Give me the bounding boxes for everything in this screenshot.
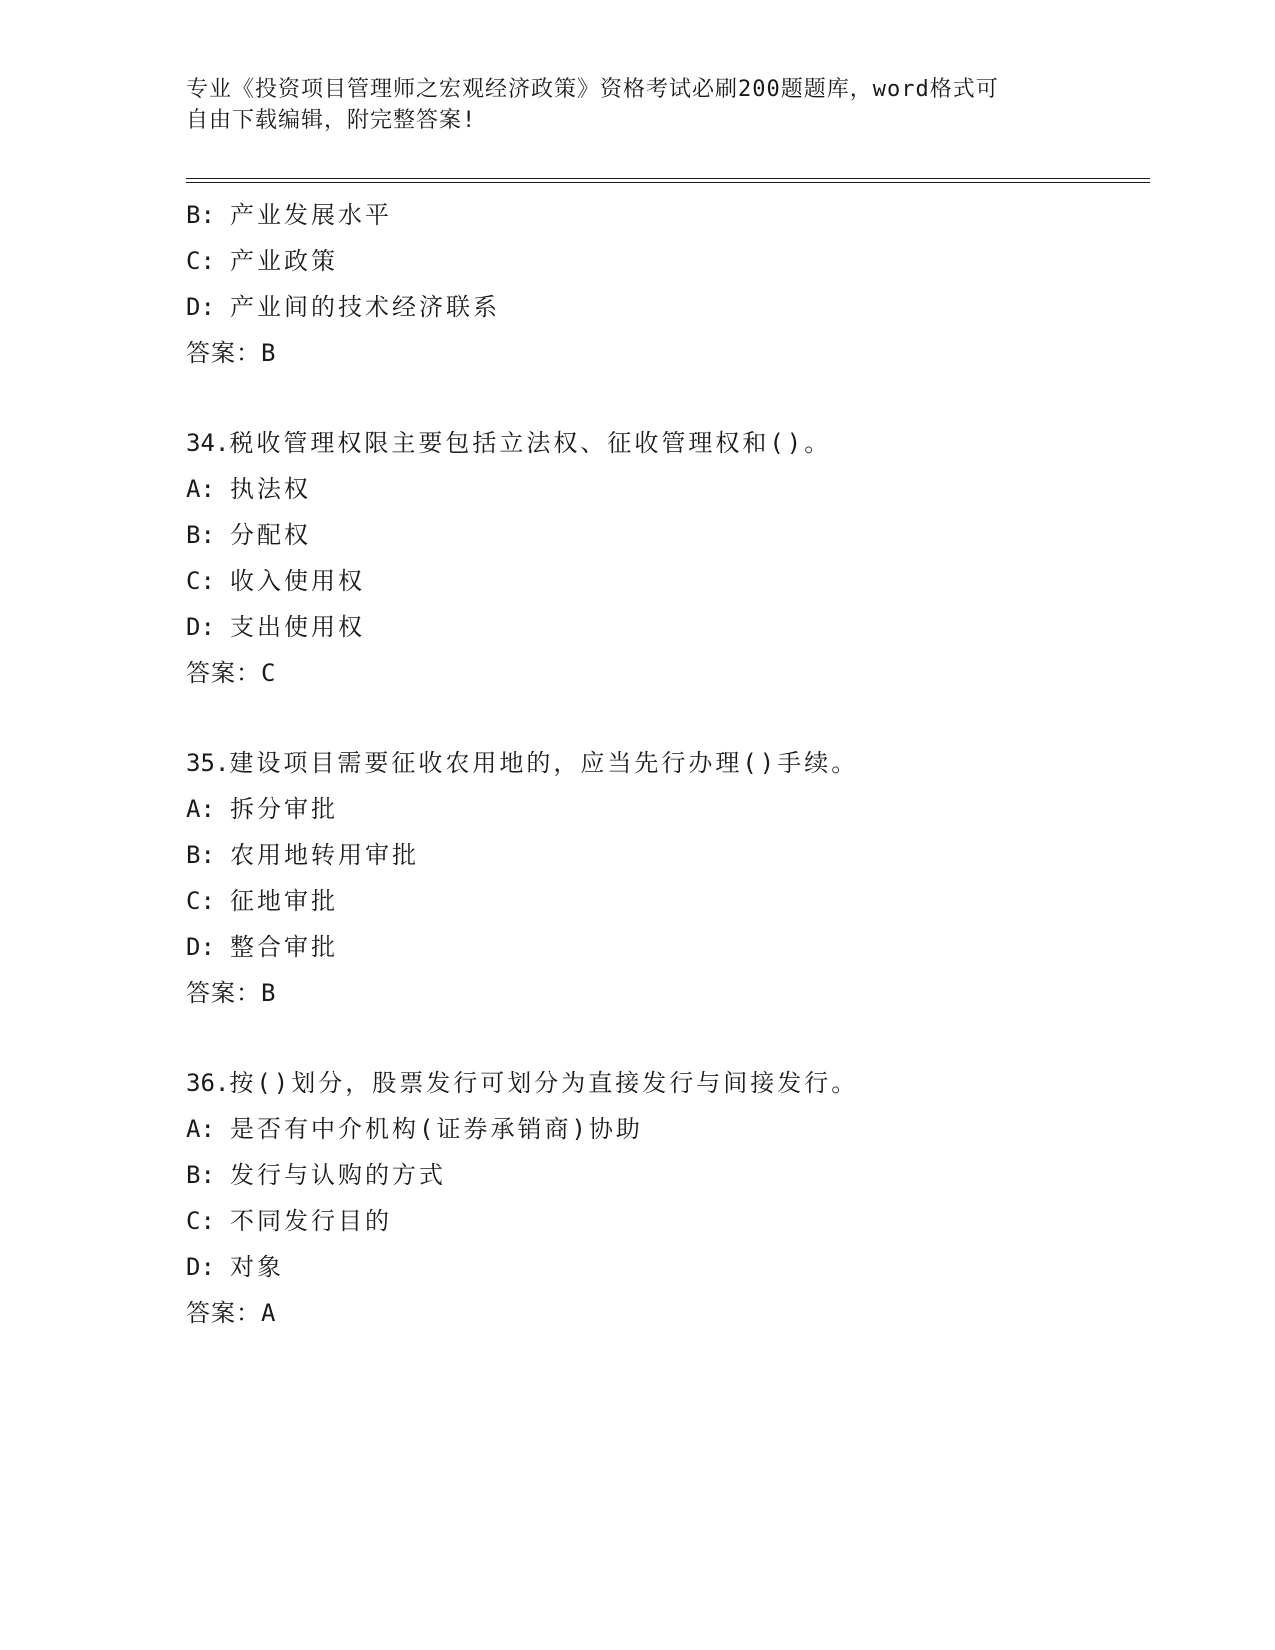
option-a — [186, 466, 1150, 512]
header-line-1: 专业《投资项目管理师之宏观经济政策》资格考试必刷200题题库，word格式可 — [186, 77, 999, 102]
option-letter: B: — [186, 841, 215, 869]
answer-value: B — [261, 339, 277, 367]
option-text: 不同发行目的 — [230, 1207, 392, 1235]
header-divider-top — [186, 178, 1150, 179]
question-text: 税收管理权限主要包括立法权、征收管理权和()。 — [229, 429, 832, 457]
answer-line — [186, 970, 1150, 1016]
question-35 — [186, 740, 1150, 1016]
option-a — [186, 1106, 1150, 1152]
answer-line — [186, 330, 1150, 376]
option-text: 执法权 — [230, 475, 311, 503]
option-text: 是否有中介机构(证券承销商)协助 — [230, 1115, 643, 1143]
option-b — [186, 192, 1150, 238]
option-text: 整合审批 — [230, 933, 338, 961]
option-text: 产业发展水平 — [230, 201, 392, 229]
question-stem — [186, 420, 1150, 466]
header-divider-bottom — [186, 182, 1150, 183]
option-b — [186, 1152, 1150, 1198]
answer-value: B — [261, 979, 277, 1007]
option-b — [186, 832, 1150, 878]
option-text: 拆分审批 — [230, 795, 338, 823]
option-text: 发行与认购的方式 — [230, 1161, 446, 1189]
option-letter: D: — [186, 933, 215, 961]
answer-value: A — [261, 1299, 277, 1327]
option-d — [186, 604, 1150, 650]
question-number: 35. — [186, 749, 230, 777]
option-text: 对象 — [230, 1253, 284, 1281]
answer-value: C — [261, 659, 277, 687]
option-text: 产业间的技术经济联系 — [230, 293, 500, 321]
option-letter: C: — [186, 567, 215, 595]
question-stem — [186, 740, 1150, 786]
option-letter: A: — [186, 475, 215, 503]
answer-line — [186, 1290, 1150, 1336]
option-letter: C: — [186, 887, 215, 915]
option-d — [186, 924, 1150, 970]
option-text: 支出使用权 — [230, 613, 365, 641]
answer-line — [186, 650, 1150, 696]
question-text: 按()划分，股票发行可划分为直接发行与间接发行。 — [229, 1069, 859, 1097]
option-text: 收入使用权 — [230, 567, 365, 595]
option-letter: D: — [186, 293, 215, 321]
answer-label: 答案： — [186, 1299, 261, 1327]
option-letter: A: — [186, 795, 215, 823]
header-line-2: 自由下载编辑，附完整答案! — [186, 108, 477, 133]
option-letter: C: — [186, 1207, 215, 1235]
option-c — [186, 558, 1150, 604]
option-c — [186, 238, 1150, 284]
option-d — [186, 284, 1150, 330]
option-letter: D: — [186, 613, 215, 641]
option-b — [186, 512, 1150, 558]
option-letter: D: — [186, 1253, 215, 1281]
option-d — [186, 1244, 1150, 1290]
question-stem — [186, 1060, 1150, 1106]
option-c — [186, 1198, 1150, 1244]
option-text: 征地审批 — [230, 887, 338, 915]
option-c — [186, 878, 1150, 924]
option-letter: B: — [186, 1161, 215, 1189]
question-number: 34. — [186, 429, 230, 457]
document-header — [186, 74, 1066, 136]
option-letter: B: — [186, 521, 215, 549]
answer-label: 答案： — [186, 979, 261, 1007]
question-36 — [186, 1060, 1150, 1336]
option-letter: C: — [186, 247, 215, 275]
question-list — [186, 192, 1150, 1336]
option-letter: A: — [186, 1115, 215, 1143]
previous-question-continuation — [186, 192, 1150, 376]
option-text: 产业政策 — [230, 247, 338, 275]
answer-label: 答案： — [186, 659, 261, 687]
option-text: 农用地转用审批 — [230, 841, 419, 869]
question-number: 36. — [186, 1069, 230, 1097]
answer-label: 答案： — [186, 339, 261, 367]
option-text: 分配权 — [230, 521, 311, 549]
question-text: 建设项目需要征收农用地的，应当先行办理()手续。 — [229, 749, 859, 777]
option-a — [186, 786, 1150, 832]
question-34 — [186, 420, 1150, 696]
option-letter: B: — [186, 201, 215, 229]
